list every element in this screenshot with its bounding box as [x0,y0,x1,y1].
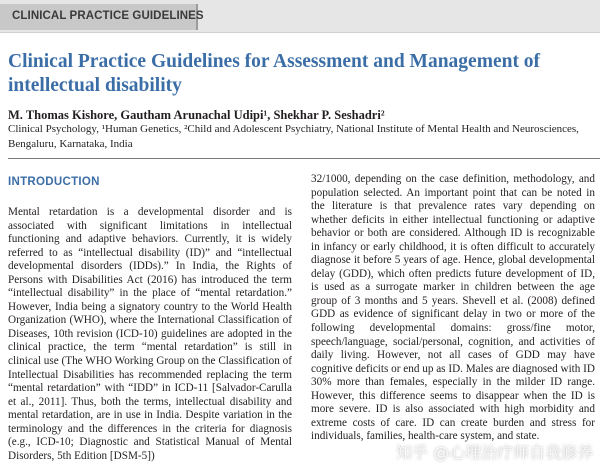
body-paragraph-left: Mental retardation is a developmental disorder and is associated with significant limitations in intellectual functioning and adaptive behaviors. Currently, it is widely referred to as “intellectual disability (ID)” and “intellectual developmental disorders (IDDs).” In India, the Rights of Persons with Disabilities Act (2016) has introduced the term “intellectual disability” in the place of “mental retardation.” However, India being a signatory country to the World Health Organization (WHO), where the International Classification of Diseases, 10th revision (ICD-10) guidelines are adopted in the clinical practice, the term “mental retardation” is still in clinical use (The WHO Working Group on the Classification of Intellectual Disabilities has recommended replacing the term “mental retardation” with “IDD” in ICD-11 [Salvador-Carulla et al., 2011]. Thus, both the terms, intellectual disability and mental retardation, are in use in India. Despite variation in the terminology and the differences in the criteria for diagnosis (e.g., ICD-10; Diagnostic and Statistical Manual of Mental Disorders, 5th Edition [DSM-5]) [8,206,292,462]
left-column [8,206,292,463]
article-title: Clinical Practice Guidelines for Assessment and Management of intellectual disability [8,51,541,96]
author-list: M. Thomas Kishore, Gautham Arunachal Udipi¹, Shekhar P. Seshadri² [8,108,385,122]
body-paragraph-right: 32/1000, depending on the case definition, methodology, and population selected. An important point that can be noted in the literature is that prevalence rates vary depending on whether deficits in either intellectual functioning or adaptive behavior or both are considered. Although ID is recognizable in infancy or early childhood, it is often difficult to accurately diagnose it before 5 years of age. Hence, global developmental delay (GDD), which often predicts future development of ID, is used as a surrogate marker in children between the age group of 3 months and 5 years. Shevell et al. (2008) defined GDD as evidence of significant delay in two or more of the following developmental domains: gross/fine motor, speech/language, social/personal, cognition, and activities of daily living. However, not all cases of GDD may have cognitive deficits or end up as ID. Males are diagnosed with ID 30% more than females, especially in the milder ID range. However, this difference seems to disappear when the ID is more severe. ID is also associated with high morbidity and extreme costs of care. ID can create burden and stress for individuals, families, health-care system, and state. [311,173,595,443]
section-label: CLINICAL PRACTICE GUIDELINES [12,10,204,22]
header-divider [8,158,600,159]
right-column [311,173,595,444]
journal-section-band [0,0,600,33]
author-affiliation: Clinical Psychology, ¹Human Genetics, ²Child and Adolescent Psychiatry, National Institute of Mental Health and Neurosciences, Bengaluru, Karnataka, India [8,123,579,150]
source-watermark: 知乎 @心理治疗师自我修养 [396,443,594,462]
section-heading: INTRODUCTION [8,176,100,188]
